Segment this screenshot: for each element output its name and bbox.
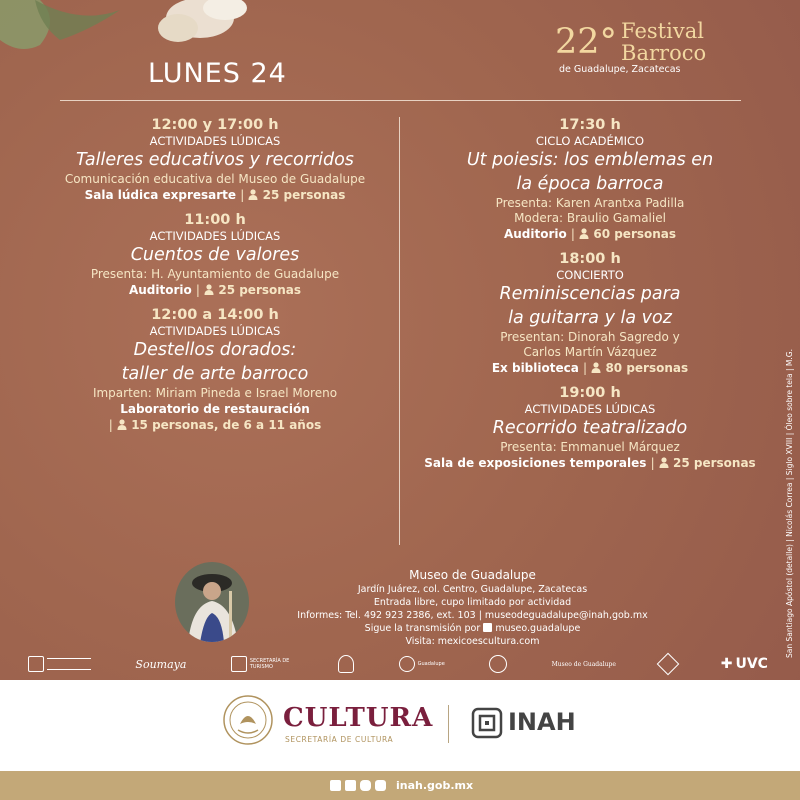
seal-logo — [660, 656, 676, 672]
logo-divider — [448, 705, 449, 743]
uvc-logo: ✚ UVC — [720, 656, 768, 672]
event-block — [405, 250, 775, 376]
event-category: CICLO ACADÉMICO — [535, 134, 645, 148]
instituto-cultura-logo — [28, 656, 91, 672]
event-time: 12:00 a 14:00 h — [151, 307, 279, 323]
event-time: 12:00 y 17:00 h — [151, 117, 279, 133]
sponsor-logos — [28, 651, 768, 677]
museum-address: Jardín Juárez, col. Centro, Guadalupe, Zacatecas — [357, 584, 588, 595]
event-detail: Imparten: Miriam Pineda e Israel Moreno — [92, 386, 338, 400]
event-block — [50, 306, 380, 433]
event-detail: Presentan: Dinorah Sagredo y — [500, 330, 680, 344]
cultura-logo-text: CULTURA — [283, 703, 434, 733]
person-icon — [248, 189, 258, 200]
social-links — [330, 779, 473, 792]
festival-number: 22° — [555, 22, 618, 62]
event-category: ACTIVIDADES LÚDICAS — [149, 134, 281, 148]
saint-portrait-icon — [174, 561, 250, 643]
event-location: Sala de exposiciones temporales | 25 personas — [424, 456, 756, 470]
event-location: Laboratorio de restauración | 15 personas, de 6 a 11 años — [108, 402, 322, 432]
event-block — [405, 116, 775, 242]
festival-name: Festival Barroco — [621, 19, 707, 65]
event-detail: Presenta: Karen Arantxa Padilla — [495, 196, 685, 210]
event-capacity: 60 personas — [593, 227, 677, 241]
event-time: 19:00 h — [559, 385, 621, 401]
event-title: Talleres educativos y recorridos — [76, 150, 354, 170]
day-title: LUNES 24 — [148, 58, 287, 89]
event-detail: Carlos Martín Vázquez — [523, 345, 657, 359]
event-location: Ex biblioteca | 80 personas — [491, 361, 689, 375]
event-time: 18:00 h — [559, 251, 621, 267]
museum-website[interactable]: Visita: mexicoescultura.com — [405, 636, 540, 647]
event-title: taller de arte barroco — [121, 364, 309, 384]
museum-contact: Informes: Tel. 492 923 2386, ext. 103 | museodeguadalupe@inah,gob.mx — [297, 610, 648, 621]
event-category: CONCIERTO — [556, 268, 624, 282]
event-title: la guitarra y la voz — [508, 308, 672, 328]
museum-entry: Entrada libre, cupo limitado por actividad — [373, 597, 572, 608]
event-category: ACTIVIDADES LÚDICAS — [524, 402, 656, 416]
mexico-seal-icon — [222, 694, 274, 746]
event-block — [50, 211, 380, 298]
event-time: 17:30 h — [559, 117, 621, 133]
event-category: ACTIVIDADES LÚDICAS — [149, 229, 281, 243]
festival-subtitle: de Guadalupe, Zacatecas — [559, 64, 681, 75]
event-detail: Modera: Braulio Gamaliel — [514, 211, 666, 225]
person-icon — [659, 457, 669, 468]
event-capacity: 25 personas — [262, 188, 346, 202]
inah-emblem-icon — [470, 706, 504, 740]
event-title: Cuentos de valores — [130, 245, 300, 265]
event-capacity: 25 personas — [218, 283, 302, 297]
inah-logo-text: INAH — [508, 708, 576, 736]
event-detail: Presenta: H. Ayuntamiento de Guadalupe — [90, 267, 340, 281]
event-category: ACTIVIDADES LÚDICAS — [149, 324, 281, 338]
twitter-icon[interactable] — [345, 780, 356, 791]
artwork-credit: San Santiago Apóstol (detalle) | Nicolás Correa | Siglo XVIII | Óleo sobre tela | M.G. — [785, 349, 794, 658]
cultura-subtitle: SECRETARÍA DE CULTURA — [285, 735, 394, 744]
event-title: la época barroca — [516, 174, 664, 194]
event-title: Reminiscencias para — [499, 284, 681, 304]
museum-info — [285, 568, 660, 648]
header-divider — [60, 100, 741, 101]
soumaya-logo: Soumaya — [135, 657, 187, 671]
museum-stream: Sigue la transmisión por museo.guadalupe — [364, 623, 581, 634]
event-location: Sala lúdica expresarte | 25 personas — [84, 188, 346, 202]
event-location: Auditorio | 25 personas — [128, 283, 302, 297]
event-title: Recorrido teatralizado — [492, 418, 688, 438]
event-time: 11:00 h — [184, 212, 246, 228]
instagram-icon[interactable] — [360, 780, 371, 791]
facebook-icon — [483, 623, 492, 632]
event-capacity: 80 personas — [605, 361, 689, 375]
event-capacity: 15 personas, de 6 a 11 años — [131, 418, 322, 432]
event-title: Destellos dorados: — [133, 340, 297, 360]
event-capacity: 25 personas — [673, 456, 756, 470]
left-events-column — [50, 116, 380, 441]
person-icon — [204, 284, 214, 295]
person-icon — [117, 419, 127, 430]
event-detail: Presenta: Emmanuel Márquez — [500, 440, 680, 454]
crest-logo — [338, 655, 354, 673]
flower-decoration-icon — [0, 0, 250, 60]
event-block — [405, 384, 775, 471]
guadalupe-logo: Guadalupe — [399, 656, 445, 672]
event-title: Ut poiesis: los emblemas en — [466, 150, 714, 170]
festival-logo — [555, 18, 745, 75]
footer-website-link[interactable]: inah.gob.mx — [396, 779, 474, 792]
event-detail: Comunicación educativa del Museo de Guadalupe — [64, 172, 366, 186]
facebook-icon[interactable] — [330, 780, 341, 791]
person-icon — [591, 362, 601, 373]
turismo-logo: SECRETARÍA DE TURISMO — [231, 656, 294, 672]
column-divider — [399, 117, 400, 545]
museo-guadalupe-logo: Museo de Guadalupe — [551, 660, 616, 668]
emblem-logo — [489, 655, 507, 673]
event-location: Auditorio | 60 personas — [503, 227, 677, 241]
youtube-icon[interactable] — [375, 780, 386, 791]
event-block — [50, 116, 380, 203]
right-events-column — [405, 116, 775, 479]
museum-name: Museo de Guadalupe — [409, 568, 536, 582]
person-icon — [579, 228, 589, 239]
